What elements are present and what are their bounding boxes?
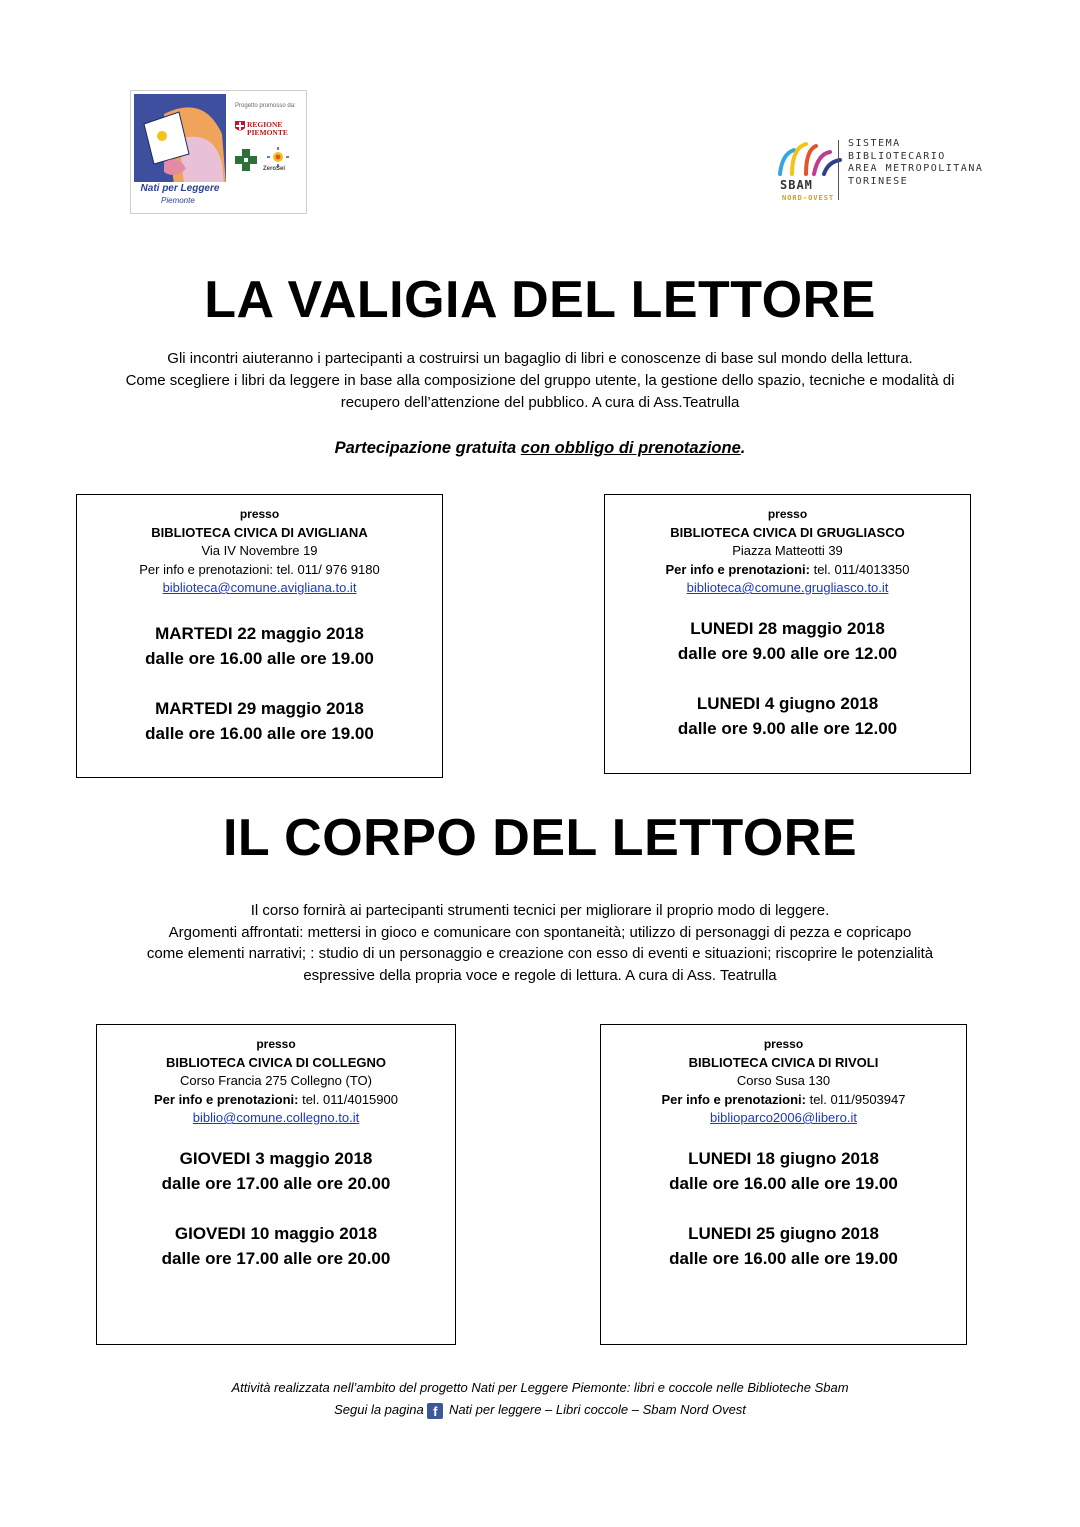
sbam-rainbow-icon [778, 140, 842, 176]
footer-project-note: Attività realizzata nell’ambito del progetto Nati per Leggere Piemonte: libri e coccole nelle Biblioteche Sbam [231, 1380, 849, 1395]
nati-per-leggere-logo [130, 90, 307, 214]
participation-note: Partecipazione gratuita con obbligo di prenotazione. [334, 439, 746, 457]
section2-title: IL CORPO DEL LETTORE [222, 809, 858, 867]
footer [0, 1377, 1080, 1421]
sbam-divider [838, 140, 839, 200]
event-hours: dalle ore 9.00 alle ore 12.00 [677, 719, 898, 738]
event-hours: dalle ore 9.00 alle ore 12.00 [677, 644, 898, 663]
event-hours: dalle ore 16.00 alle ore 19.00 [669, 1249, 898, 1268]
promo-label: Progetto promosso da: [235, 103, 296, 109]
event-date: MARTEDI 22 maggio 2018 [155, 624, 364, 643]
library-contact: Per info e prenotazioni: tel. 011/4013350 [665, 562, 910, 577]
event-date: LUNEDI 4 giugno 2018 [696, 694, 879, 713]
library-address: Via IV Novembre 19 [201, 543, 318, 558]
card-collegno: presso BIBLIOTECA CIVICA DI COLLEGNO Corso Francia 275 Collegno (TO) Per info e prenotazioni: tel. 011/4015900 biblio@comune.collegno.to.it GIOVEDI 3 maggio 2018 dalle ore 17.00 alle ore 20.00 GIOVEDI 10 maggio 2018 dalle ore 17.00 alle ore 20.00 [96, 1024, 456, 1345]
card-avigliana: presso BIBLIOTECA CIVICA DI AVIGLIANA Via IV Novembre 19 Per info e prenotazioni: tel. 011/ 976 9180 biblioteca@comune.avigliana.to.it MARTEDI 22 maggio 2018 dalle ore 16.00 alle ore 19.00 MARTEDI 29 maggio 2018 dalle ore 16.00 alle ore 19.00 [76, 494, 443, 778]
sbam-description: SISTEMA BIBLIOTECARIO AREA METROPOLITANA TORINESE [848, 138, 984, 187]
section2-description: Il corso fornirà ai partecipanti strumenti tecnici per migliorare il proprio modo di leggere. Argomenti affrontati: mettersi in gioco e comunicare con spontaneità; utilizzo di personaggi di pezza e copricapo come elementi narrativi; : studio di un personaggio e creazione con esso di eventi e situazioni; riscoprire le potenzialità espressive della propria voce e regole di lettura. A cura di Ass. Teatrulla [146, 902, 934, 984]
event-date: GIOVEDI 3 maggio 2018 [179, 1149, 373, 1168]
event-hours: dalle ore 17.00 alle ore 20.00 [161, 1249, 391, 1268]
event-date: LUNEDI 28 maggio 2018 [690, 619, 885, 638]
library-contact: Per info e prenotazioni: tel. 011/ 976 9180 [139, 562, 380, 577]
library-address: Corso Francia 275 Collegno (TO) [180, 1073, 372, 1088]
library-email-link[interactable]: biblioteca@comune.avigliana.to.it [162, 580, 357, 595]
library-name: BIBLIOTECA CIVICA DI AVIGLIANA [151, 525, 368, 540]
library-name: BIBLIOTECA CIVICA DI COLLEGNO [165, 1055, 387, 1070]
event-date: GIOVEDI 10 maggio 2018 [174, 1224, 378, 1243]
event-hours: dalle ore 16.00 alle ore 19.00 [145, 649, 374, 668]
npl-logo-title: Nati per Leggere [140, 183, 220, 194]
event-date: LUNEDI 18 giugno 2018 [688, 1149, 879, 1168]
library-email-link[interactable]: biblioparco2006@libero.it [710, 1110, 857, 1125]
card-grugliasco: presso BIBLIOTECA CIVICA DI GRUGLIASCO Piazza Matteotti 39 Per info e prenotazioni: tel. 011/4013350 biblioteca@comune.grugliasco.to.it LUNEDI 28 maggio 2018 dalle ore 9.00 alle ore 12.00 LUNEDI 4 giugno 2018 dalle ore 9.00 alle ore 12.00 [604, 494, 971, 774]
card-rivoli: presso BIBLIOTECA CIVICA DI RIVOLI Corso Susa 130 Per info e prenotazioni: tel. 011/9503947 biblioparco2006@libero.it LUNEDI 18 giugno 2018 dalle ore 16.00 alle ore 19.00 LUNEDI 25 giugno 2018 dalle ore 16.00 alle ore 19.00 [600, 1024, 967, 1345]
facebook-icon[interactable]: f [427, 1403, 443, 1419]
zerosei-sun-icon [267, 147, 289, 167]
section1-title: LA VALIGIA DEL LETTORE [204, 271, 876, 329]
library-email-link[interactable]: biblio@comune.collegno.to.it [192, 1110, 360, 1125]
library-name: BIBLIOTECA CIVICA DI GRUGLIASCO [670, 525, 905, 540]
library-email-link[interactable]: biblioteca@comune.grugliasco.to.it [686, 580, 889, 595]
library-contact: Per info e prenotazioni: tel. 011/4015900 [154, 1092, 398, 1107]
zerosei-label: ZeroSei [263, 166, 286, 172]
event-hours: dalle ore 16.00 alle ore 19.00 [669, 1174, 898, 1193]
sbam-subtitle: NORD-OVEST [782, 194, 835, 202]
compagnia-san-paolo-icon [235, 149, 257, 171]
event-date: LUNEDI 25 giugno 2018 [688, 1224, 879, 1243]
sbam-logo [778, 138, 998, 208]
library-address: Corso Susa 130 [736, 1073, 831, 1088]
regione-piemonte-label: REGIONE PIEMONTE [247, 120, 288, 137]
event-hours: dalle ore 17.00 alle ore 20.00 [161, 1174, 391, 1193]
footer-follow-line: Segui la pagina f Nati per leggere – Libri coccole – Sbam Nord Ovest [334, 1402, 746, 1419]
section1-description: Gli incontri aiuteranno i partecipanti a costruirsi un bagaglio di libri e conoscenze di base sul mondo della lettura. Come scegliere i libri da leggere in base alla composizione del gruppo utente, la gestione dello spazio, tecniche e modalità di recupero dell’attenzione del pubblico. A cura di Ass.Teatrulla [125, 350, 955, 411]
npl-logo-region: Piemonte [161, 196, 195, 205]
regione-piemonte-crest-icon [235, 121, 245, 133]
sbam-name: SBAM [780, 178, 813, 192]
library-contact: Per info e prenotazioni: tel. 011/9503947 [661, 1092, 906, 1107]
event-hours: dalle ore 16.00 alle ore 19.00 [145, 724, 374, 743]
library-address: Piazza Matteotti 39 [732, 543, 843, 558]
library-name: BIBLIOTECA CIVICA DI RIVOLI [688, 1055, 879, 1070]
event-date: MARTEDI 29 maggio 2018 [155, 699, 364, 718]
